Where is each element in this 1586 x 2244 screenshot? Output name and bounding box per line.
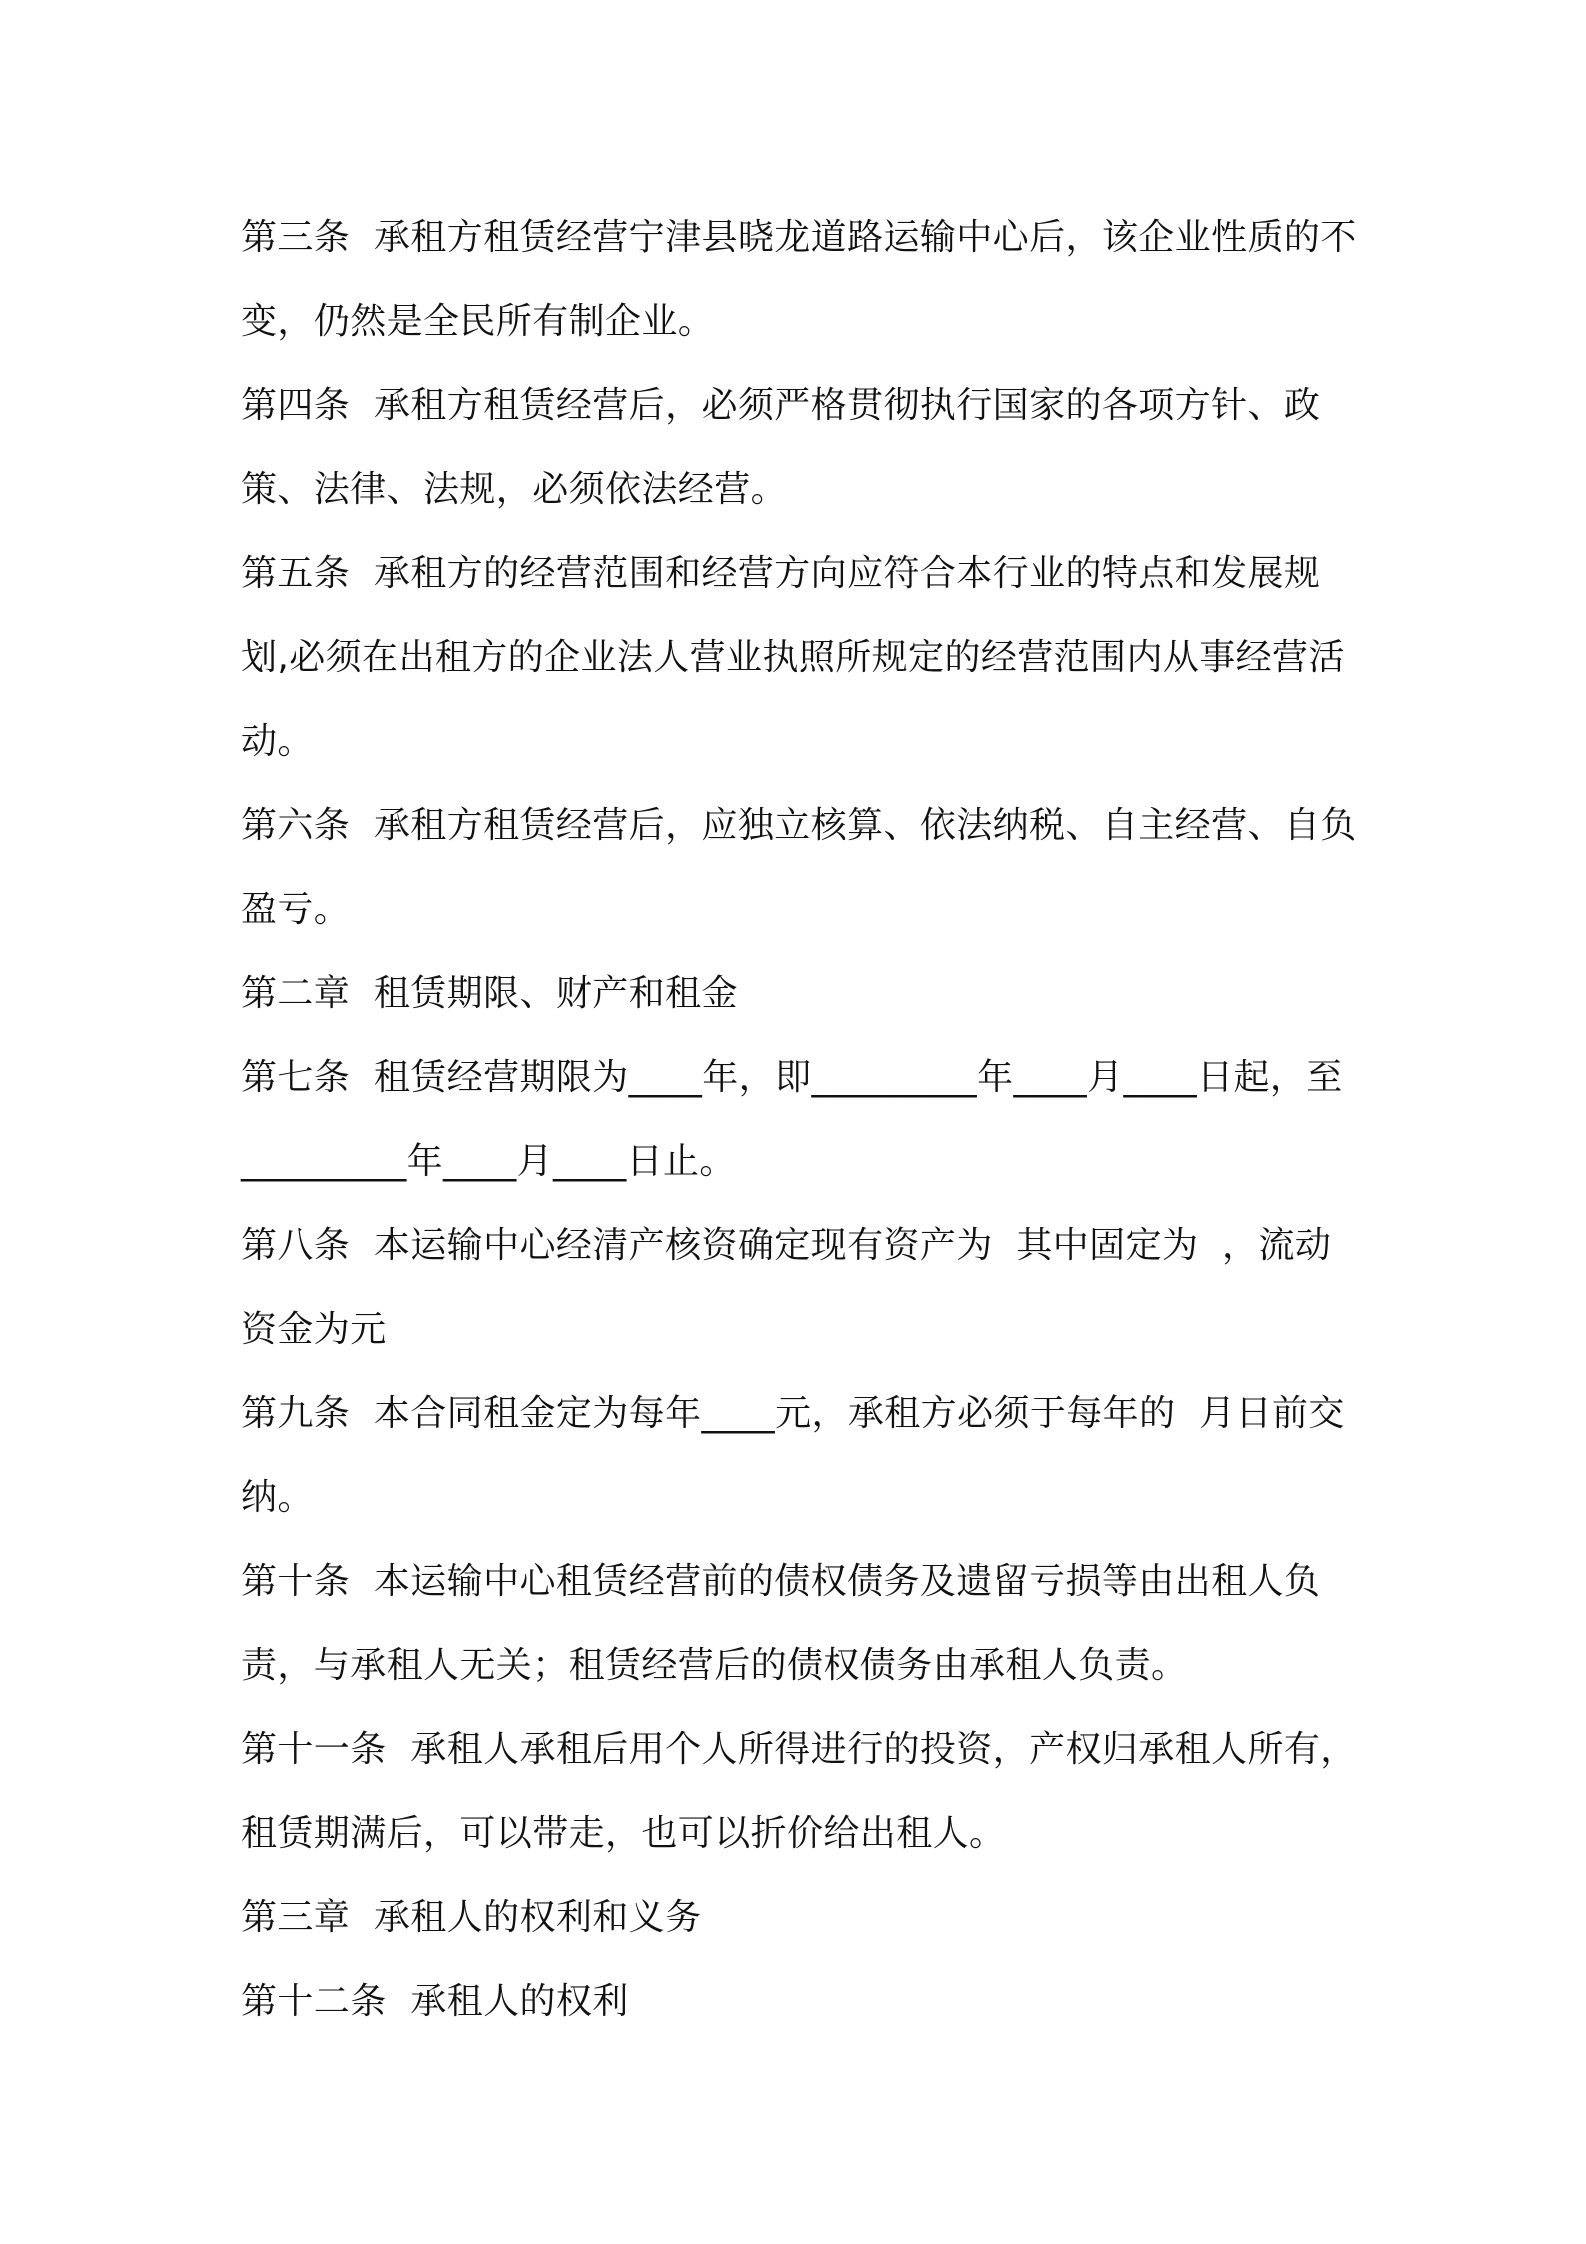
article-4-paragraph: 第四条 承租方租赁经营后，必须严格贯彻执行国家的各项方针、政策、法律、法规，必须依法经营。 (241, 385, 1321, 510)
article-6-paragraph: 第六条 承租方租赁经营后，应独立核算、依法纳税、自主经营、自负盈亏。 (241, 805, 1357, 930)
article-9-paragraph: 第九条 本合同租金定为每年____元，承租方必须于每年的 月日前交纳。 (241, 1393, 1345, 1518)
chapter-2-heading: 第二章 租赁期限、财产和租金 (241, 973, 738, 1014)
article-5-paragraph: 第五条 承租方的经营范围和经营方向应符合本行业的特点和发展规划,必须在出租方的企业法人营业执照所规定的经营范围内从事经营活动。 (241, 553, 1345, 762)
chapter-3-heading: 第三章 承租人的权利和义务 (241, 1897, 702, 1938)
document-body (241, 196, 1361, 2044)
article-3-paragraph: 第三条 承租方租赁经营宁津县晓龙道路运输中心后，该企业性质的不变，仍然是全民所有制企业。 (241, 217, 1357, 342)
article-8-paragraph: 第八条 本运输中心经清产核资确定现有资产为 其中固定为 ，流动资金为元 (241, 1225, 1332, 1350)
article-7-paragraph: 第七条 租赁经营期限为____年，即_________年____月____日起，至_________年____月____日止。 (241, 1057, 1343, 1182)
article-11-paragraph: 第十一条 承租人承租后用个人所得进行的投资，产权归承租人所有，租赁期满后，可以带走，也可以折价给出租人。 (241, 1729, 1357, 1854)
article-10-paragraph: 第十条 本运输中心租赁经营前的债权债务及遗留亏损等由出租人负责，与承租人无关；租赁经营后的债权债务由承租人负责。 (241, 1561, 1321, 1686)
article-12-paragraph: 第十二条 承租人的权利 (241, 1981, 629, 2022)
